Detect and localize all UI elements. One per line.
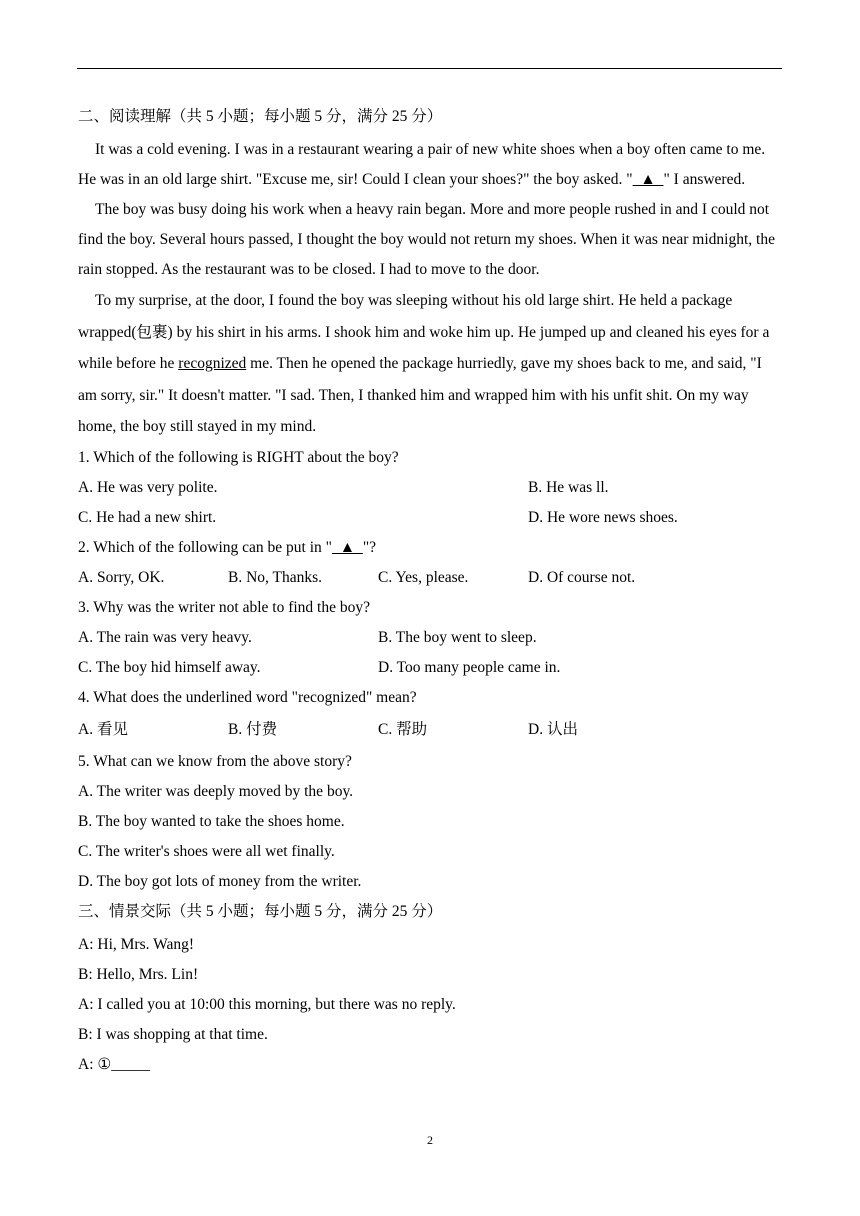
option-a: A. The writer was deeply moved by the boy. (78, 782, 354, 800)
option-a: A. Sorry, OK. (78, 568, 165, 586)
passage-paragraph-1 (78, 135, 782, 195)
dialogue-line: A: Hi, Mrs. Wang! (78, 935, 195, 953)
question-3: 3. Why was the writer not able to find the boy? (78, 598, 370, 616)
option-c: C. The writer's shoes were all wet finally. (78, 842, 335, 860)
option-a: A. The rain was very heavy. (78, 628, 252, 646)
option-d: D. He wore news shoes. (528, 508, 678, 526)
dialogue-line: A: I called you at 10:00 this morning, but there was no reply. (78, 995, 456, 1013)
question-5: 5. What can we know from the above story? (78, 752, 352, 770)
option-c: C. 帮助 (378, 720, 428, 738)
section-2-title: 二、阅读理解（共 5 小题；每小题 5 分，满分 25 分） (78, 108, 443, 125)
option-a: A. He was very polite. (78, 478, 218, 496)
option-d: D. Too many people came in. (378, 658, 561, 676)
passage-text: It was a cold evening. I was in a restaurant wearing a pair of new white shoes when a boy often came to me. He was in an old large shirt. "Excuse me, sir! Could I clean your shoes?" the boy asked. " (78, 141, 766, 188)
option-d: D. Of course not. (528, 568, 636, 586)
passage-text: To my surprise, at the door, I found the boy was sleeping without his old large shirt. He held a package wrapped(包裹) by his shirt in his arms. I shook him and woke him up. He jumped up and cleaned his eyes for a while before he (78, 292, 770, 372)
passage-text: " I answered. (663, 171, 746, 188)
question-3-options-row-2 (78, 653, 782, 683)
question-text: 2. Which of the following can be put in " (78, 538, 332, 556)
option-b: B. No, Thanks. (228, 568, 323, 586)
passage-paragraph-3 (78, 285, 782, 443)
option-c: C. He had a new shirt. (78, 508, 217, 526)
question-2-options (78, 563, 782, 593)
section-3-title: 三、情景交际（共 5 小题；每小题 5 分，满分 25 分） (78, 902, 443, 920)
answer-blank: ▲ (632, 171, 664, 188)
passage-text: me. Then he opened the package hurriedly, gave my shoes back to me, and said, "I am sorry, sir." It doesn't matter. "I sad. Then, I thanked him and wrapped him with his unfit shit. On my way home, the boy still stayed in my mind. (78, 355, 762, 435)
option-b: B. The boy wanted to take the shoes home. (78, 812, 345, 830)
header-rule (77, 68, 782, 69)
dialogue-line: A: ①_____ (78, 1055, 151, 1073)
option-d: D. The boy got lots of money from the writer. (78, 872, 362, 890)
question-1-options-row-2 (78, 503, 782, 533)
question-text: "? (362, 538, 377, 556)
option-d: D. 认出 (528, 720, 578, 738)
question-4-options (78, 713, 782, 747)
passage-paragraph-2: The boy was busy doing his work when a heavy rain began. More and more people rushed in and I could not find the boy. Several hours passed, I thought the boy would not return my shoes. When it was near midnight, the rain stopped. As the restaurant was to be closed. I had to move to the door. (78, 201, 775, 278)
page-number: 2 (427, 1133, 433, 1147)
answer-blank: ▲ (332, 538, 363, 556)
question-4: 4. What does the underlined word "recognized" mean? (78, 688, 417, 706)
underlined-word: recognized (178, 355, 247, 372)
option-b: B. The boy went to sleep. (378, 628, 537, 646)
option-c: C. Yes, please. (378, 568, 469, 586)
dialogue-line: B: I was shopping at that time. (78, 1025, 268, 1043)
question-2 (78, 533, 782, 563)
document-body (78, 102, 782, 1080)
option-b: B. 付费 (228, 720, 278, 738)
option-a: A. 看见 (78, 720, 128, 738)
question-1-options-row-1 (78, 473, 782, 503)
option-b: B. He was ll. (528, 478, 609, 496)
option-c: C. The boy hid himself away. (78, 658, 261, 676)
question-1: 1. Which of the following is RIGHT about the boy? (78, 448, 399, 466)
question-3-options-row-1 (78, 623, 782, 653)
dialogue-line: B: Hello, Mrs. Lin! (78, 965, 199, 983)
